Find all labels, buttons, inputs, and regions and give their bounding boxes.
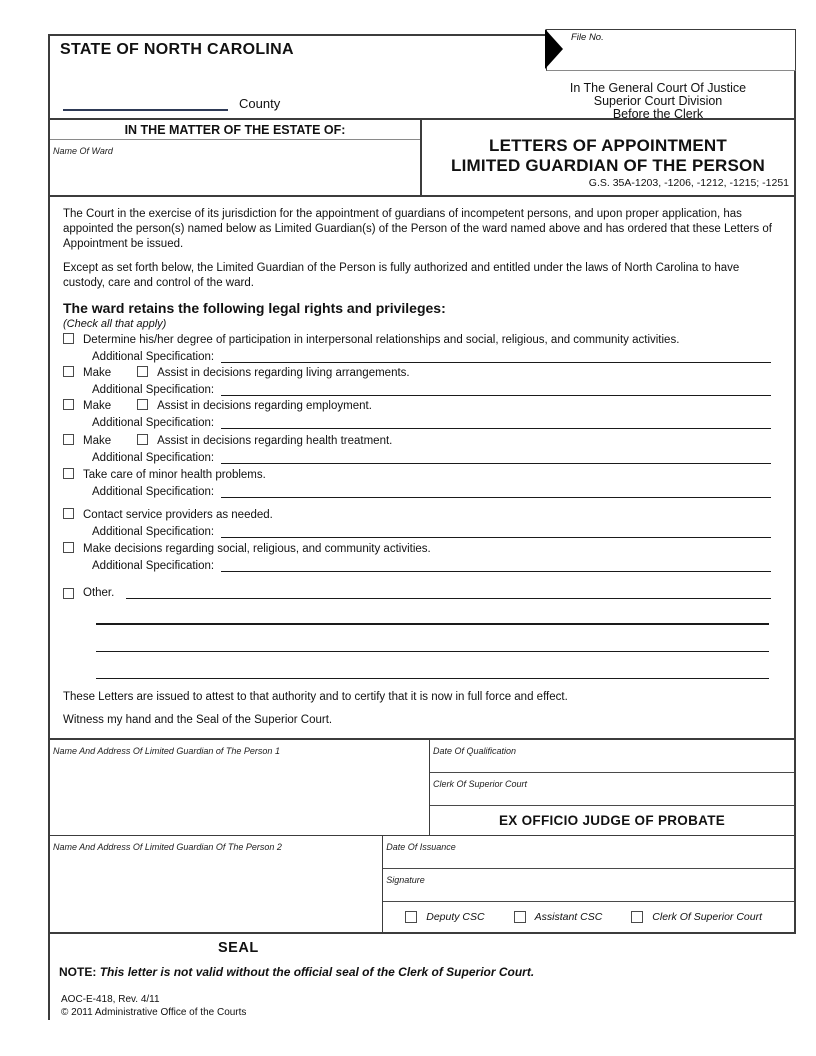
deputy-csc-label: Deputy CSC	[426, 911, 485, 923]
arrow-right-icon	[545, 29, 563, 69]
item6-additional-spec-label: Additional Specification:	[92, 526, 215, 538]
state-title: STATE OF NORTH CAROLINA	[60, 41, 294, 58]
item5-additional-spec-label: Additional Specification:	[92, 486, 215, 498]
matter-row	[48, 120, 796, 197]
rights-item-1	[63, 333, 781, 363]
matter-heading: IN THE MATTER OF THE ESTATE OF:	[50, 120, 420, 140]
note-label: NOTE:	[59, 965, 97, 979]
court-division-block	[530, 82, 786, 120]
item7-label: Make decisions regarding social, religious, and community activities.	[83, 543, 431, 555]
rights-item-7-spec-row	[92, 560, 771, 572]
item7-additional-spec-label: Additional Specification:	[92, 560, 215, 572]
date-of-issuance-label: Date Of Issuance	[386, 842, 456, 852]
item2-make-checkbox[interactable]	[63, 366, 74, 377]
ex-officio-judge-label	[430, 806, 794, 835]
other-extra-line-2[interactable]	[96, 625, 769, 652]
item7-checkbox[interactable]	[63, 542, 74, 553]
item1-checkbox[interactable]	[63, 333, 74, 344]
deputy-csc-option	[405, 911, 484, 923]
guardian1-row	[50, 740, 794, 836]
guardian1-name-address-field[interactable]	[50, 740, 430, 835]
item5-label: Take care of minor health problems.	[83, 469, 266, 481]
form-title-line2: LIMITED GUARDIAN OF THE PERSON	[451, 156, 765, 175]
closing-attest: These Letters are issued to attest to that authority and to certify that it is now in full force and effect.	[63, 691, 568, 703]
item7-additional-spec-line[interactable]	[221, 562, 771, 572]
form-body	[48, 197, 796, 740]
rights-item-1-label-row	[63, 333, 781, 348]
item4-make-label: Make	[83, 435, 112, 447]
court-line-2: Superior Court Division	[593, 93, 723, 108]
item3-additional-spec-label: Additional Specification:	[92, 417, 215, 429]
rights-item-3-label-row	[63, 399, 781, 414]
rights-item-4	[63, 434, 781, 464]
form-title-line1: LETTERS OF APPOINTMENT	[489, 136, 727, 155]
paragraph-appointment: The Court in the exercise of its jurisdiction for the appointment of guardians of incompetent persons, and upon proper application, has appointed the person(s) named below as Limited Guardian(s) of the Person of the ward named above and has ordered that these Letters of Appointment be issued.	[63, 208, 772, 250]
clerk-of-superior-court-checkbox[interactable]	[631, 911, 643, 923]
signature-label: Signature	[386, 875, 425, 885]
qualification-column	[430, 740, 794, 835]
item6-checkbox[interactable]	[63, 508, 74, 519]
note-text: This letter is not valid without the official seal of the Clerk of Superior Court.	[99, 965, 535, 979]
item4-assist-checkbox[interactable]	[137, 434, 148, 445]
rights-item-3	[63, 399, 781, 429]
rights-item-5-spec-row	[92, 486, 771, 498]
file-no-field[interactable]	[546, 29, 796, 71]
rights-heading: The ward retains the following legal rights and privileges:	[63, 300, 446, 316]
rights-item-other	[63, 587, 771, 599]
item3-make-label: Make	[83, 400, 112, 412]
rights-item-5-label-row	[63, 468, 781, 483]
date-of-issuance-field[interactable]	[383, 836, 794, 869]
rights-item-2	[63, 366, 781, 396]
court-line-3: Before the Clerk	[612, 106, 704, 121]
item3-make-checkbox[interactable]	[63, 399, 74, 410]
form-footer	[48, 934, 796, 1020]
matter-left-column	[50, 120, 422, 195]
clerk-of-superior-court-field[interactable]	[430, 773, 794, 806]
county-row	[63, 96, 280, 111]
date-of-qualification-field[interactable]	[430, 740, 794, 773]
paragraph-authorization: Except as set forth below, the Limited Guardian of the Person is fully authorized and entitled under the laws of North Carolina to have custody, care and control of the ward.	[63, 262, 740, 289]
name-of-ward-label: Name Of Ward	[53, 146, 113, 156]
header	[48, 34, 796, 120]
guardian2-name-address-field[interactable]	[50, 836, 383, 932]
copyright-line: © 2011 Administrative Office of the Courts	[61, 1007, 247, 1018]
item4-additional-spec-line[interactable]	[221, 454, 771, 464]
assistant-csc-option	[514, 911, 603, 923]
item4-additional-spec-label: Additional Specification:	[92, 452, 215, 464]
rights-item-6	[63, 508, 781, 538]
ex-officio-text: EX OFFICIO JUDGE OF PROBATE	[498, 813, 726, 828]
other-checkbox[interactable]	[63, 588, 74, 599]
rights-item-2-label-row	[63, 366, 781, 381]
item1-additional-spec-line[interactable]	[221, 353, 771, 363]
rights-checklist	[63, 333, 781, 572]
clerk-of-superior-court-option	[631, 911, 762, 923]
date-of-qualification-label: Date Of Qualification	[433, 746, 517, 756]
rights-item-7	[63, 542, 781, 572]
deputy-csc-checkbox[interactable]	[405, 911, 417, 923]
rights-item-4-spec-row	[92, 452, 771, 464]
item1-label: Determine his/her degree of participation in interpersonal relationships and social, religious, and community activities.	[83, 334, 680, 346]
rights-item-4-label-row	[63, 434, 781, 449]
clerk-of-superior-court-label: Clerk Of Superior Court	[433, 779, 528, 789]
rights-item-2-spec-row	[92, 384, 771, 396]
rights-item-3-spec-row	[92, 417, 771, 429]
item2-make-label: Make	[83, 367, 112, 379]
county-input-line[interactable]	[63, 99, 228, 111]
item3-label: Assist in decisions regarding employment.	[157, 400, 372, 412]
county-label: County	[239, 96, 281, 111]
other-extra-line-1[interactable]	[96, 599, 769, 625]
form-title-block	[422, 120, 794, 195]
aoc-form	[48, 34, 796, 1020]
guardian2-label: Name And Address Of Limited Guardian Of The Person 2	[53, 842, 282, 852]
guardian2-row	[50, 836, 794, 932]
item6-label: Contact service providers as needed.	[83, 509, 273, 521]
item5-checkbox[interactable]	[63, 468, 74, 479]
item6-additional-spec-line[interactable]	[221, 528, 771, 538]
other-extra-line-3[interactable]	[96, 652, 769, 679]
other-label: Other.	[83, 587, 115, 599]
other-input-line[interactable]	[126, 589, 771, 599]
clerk-capacity-options	[383, 902, 794, 932]
court-line-1: In The General Court Of Justice	[569, 81, 747, 95]
rights-item-6-label-row	[63, 508, 781, 523]
rights-item-6-spec-row	[92, 526, 771, 538]
check-instruction: (Check all that apply)	[63, 318, 167, 330]
signature-table	[48, 740, 796, 934]
item2-additional-spec-label: Additional Specification:	[92, 384, 215, 396]
file-no-label: File No.	[571, 32, 604, 43]
closing-witness: Witness my hand and the Seal of the Superior Court.	[63, 714, 333, 726]
item2-label: Assist in decisions regarding living arrangements.	[157, 367, 410, 379]
seal-label: SEAL	[218, 940, 259, 956]
item5-additional-spec-line[interactable]	[221, 488, 771, 498]
item2-additional-spec-line[interactable]	[221, 386, 771, 396]
rights-item-7-label-row	[63, 542, 781, 557]
clerk-of-superior-court-label: Clerk Of Superior Court	[652, 911, 762, 923]
form-number: AOC-E-418, Rev. 4/11	[61, 994, 160, 1005]
item2-assist-checkbox[interactable]	[137, 366, 148, 377]
assistant-csc-checkbox[interactable]	[514, 911, 526, 923]
item3-additional-spec-line[interactable]	[221, 419, 771, 429]
rights-item-5	[63, 468, 781, 498]
name-of-ward-field[interactable]	[50, 140, 420, 195]
item4-label: Assist in decisions regarding health treatment.	[157, 435, 393, 447]
issuance-column	[383, 836, 794, 932]
guardian1-label: Name And Address Of Limited Guardian of The Person 1	[53, 746, 280, 756]
validity-note	[59, 965, 534, 979]
item4-make-checkbox[interactable]	[63, 434, 74, 445]
item3-assist-checkbox[interactable]	[137, 399, 148, 410]
signature-field[interactable]	[383, 869, 794, 902]
item1-additional-spec-label: Additional Specification:	[92, 351, 215, 363]
rights-item-1-spec-row	[92, 351, 771, 363]
assistant-csc-label: Assistant CSC	[534, 911, 603, 923]
statute-reference: G.S. 35A-1203, -1206, -1212, -1215; -1251	[588, 177, 789, 189]
